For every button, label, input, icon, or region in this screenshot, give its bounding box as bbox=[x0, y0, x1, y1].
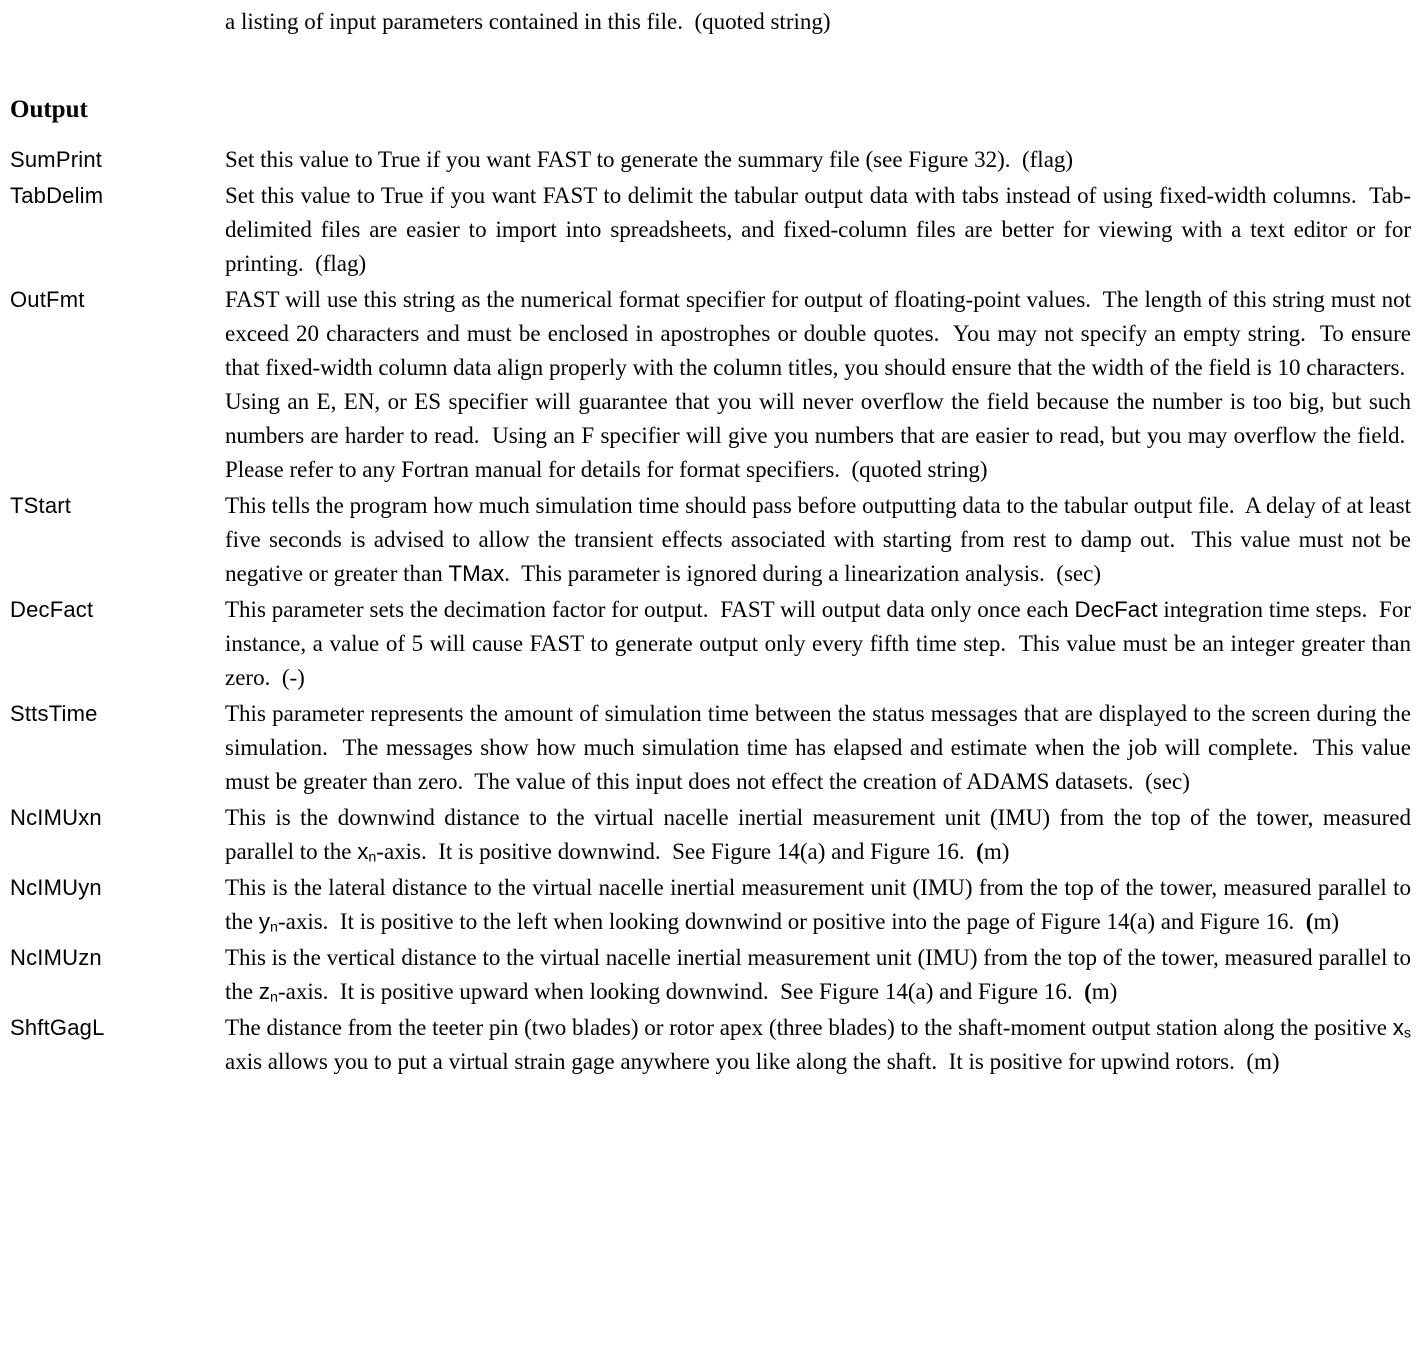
parameter-name: TStart bbox=[10, 493, 72, 518]
parameter-entry bbox=[10, 179, 1411, 281]
text-run: axis allows you to put a virtual strain gage anywhere you like along the shaft. It is positive for upwind rotors. (m) bbox=[225, 1049, 1280, 1074]
parameter-description bbox=[225, 941, 1411, 1009]
inline-parameter-token: z bbox=[258, 979, 271, 1004]
parameter-description bbox=[225, 143, 1411, 177]
parameter-description bbox=[225, 871, 1411, 939]
inline-parameter-token: x bbox=[357, 839, 369, 864]
parameter-entry bbox=[10, 801, 1411, 869]
parameter-name: NcIMUzn bbox=[10, 945, 102, 970]
parameter-description bbox=[225, 801, 1411, 869]
text-run: This is the lateral distance to the virtual nacelle inertial measurement unit (IMU) from the top of the tower, measured parallel to the bbox=[225, 875, 1411, 934]
text-run: m) bbox=[983, 839, 1010, 864]
parameter-entry bbox=[10, 283, 1411, 487]
text-run: integration time steps. For instance, a value of 5 will cause FAST to generate output only every fifth time step. This value must be an integer greater than zero. (-) bbox=[225, 597, 1411, 690]
text-run: m) bbox=[1313, 909, 1339, 934]
text-run: a listing of input parameters contained in this file. (quoted string) bbox=[225, 9, 831, 34]
parameter-name: SumPrint bbox=[10, 147, 103, 172]
parameter-name: OutFmt bbox=[10, 287, 85, 312]
inline-parameter-token: s bbox=[1403, 1025, 1411, 1042]
text-run: . This parameter is ignored during a linearization analysis. (sec) bbox=[504, 561, 1101, 586]
parameter-name: NcIMUxn bbox=[10, 805, 102, 830]
text-run: m) bbox=[1091, 979, 1118, 1004]
text-run: This parameter represents the amount of simulation time between the status messages that are displayed to the screen during the simulation. The messages show how much simulation time has elapsed and estimate when the job will complete. This value must be greater than zero. The value of this input does not effect the creation of ADAMS datasets. (sec) bbox=[225, 701, 1411, 794]
parameter-name: DecFact bbox=[10, 597, 94, 622]
text-run: Set this value to True if you want FAST to delimit the tabular output data with tabs instead of using fixed-width columns. Tab-delimited files are easier to import into spreadsheets, and fixed-column files are better for viewing with a text editor or for printing. (flag) bbox=[225, 183, 1411, 276]
parameter-name: TabDelim bbox=[10, 183, 104, 208]
text-run: The distance from the teeter pin (two blades) or rotor apex (three blades) to the shaft-moment output station along the positive bbox=[225, 1015, 1393, 1040]
parameter-entry bbox=[10, 871, 1411, 939]
parameter-description bbox=[225, 1011, 1411, 1079]
parameter-name: SttsTime bbox=[10, 701, 98, 726]
parameter-name: NcIMUyn bbox=[10, 875, 102, 900]
inline-parameter-token: TMax bbox=[448, 561, 505, 586]
text-run: This is the downwind distance to the virtual nacelle inertial measurement unit (IMU) from the top of the tower, measured parallel to the bbox=[225, 805, 1411, 864]
parameter-entry bbox=[10, 593, 1411, 695]
parameter-entry bbox=[10, 941, 1411, 1009]
section-heading-output: Output bbox=[10, 96, 88, 123]
text-run: This tells the program how much simulation time should pass before outputting data to the tabular output file. A delay of at least five seconds is advised to allow the transient effects associated with starting from rest to damp out. This value must not be negative or greater than bbox=[225, 493, 1411, 586]
parameter-name: ShftGagL bbox=[10, 1015, 105, 1040]
intro-continuation-line bbox=[225, 5, 1411, 39]
text-run: ( bbox=[976, 839, 984, 864]
parameter-description bbox=[225, 283, 1411, 487]
inline-parameter-token: n bbox=[270, 919, 278, 936]
text-run: -axis. It is positive upward when looking downwind. See Figure 14(a) and Figure 16. bbox=[277, 979, 1085, 1004]
parameter-list bbox=[10, 143, 1411, 1079]
inline-parameter-token: n bbox=[368, 849, 377, 866]
text-run: This parameter sets the decimation factor for output. FAST will output data only once each bbox=[225, 597, 1075, 622]
parameter-entry bbox=[10, 1011, 1411, 1079]
parameter-description bbox=[225, 489, 1411, 591]
parameter-description bbox=[225, 593, 1411, 695]
text-run: FAST will use this string as the numerical format specifier for output of floating-point values. The length of this string must not exceed 20 characters and must be enclosed in apostrophes or double quotes. You may not specify an empty string. To ensure that fixed-width column data align properly with the column titles, you should ensure that the width of the field is 10 characters. Using an E, EN, or ES specifier will guarantee that you will never overflow the field because the number is too big, but such numbers are harder to read. Using an F specifier will give you numbers that are easier to read, but you may overflow the field. Please refer to any Fortran manual for details for format specifiers. (quoted string) bbox=[225, 287, 1411, 482]
inline-parameter-token: n bbox=[270, 989, 278, 1006]
inline-parameter-token: x bbox=[1392, 1015, 1404, 1040]
parameter-entry bbox=[10, 143, 1411, 177]
text-run: ( bbox=[1084, 979, 1092, 1004]
text-run: -axis. It is positive downwind. See Figure 14(a) and Figure 16. bbox=[376, 839, 977, 864]
text-run: Set this value to True if you want FAST to generate the summary file (see Figure 32). (flag) bbox=[225, 147, 1074, 172]
inline-parameter-token: DecFact bbox=[1074, 597, 1158, 622]
text-run: ( bbox=[1305, 909, 1314, 934]
text-run: This is the vertical distance to the virtual nacelle inertial measurement unit (IMU) from the top of the tower, measured parallel to the bbox=[225, 945, 1411, 1004]
parameter-description bbox=[225, 697, 1411, 799]
text-run: -axis. It is positive to the left when looking downwind or positive into the page of Figure 14(a) and Figure 16. bbox=[277, 909, 1306, 934]
parameter-description bbox=[225, 179, 1411, 281]
inline-parameter-token: y bbox=[258, 909, 271, 934]
parameter-entry bbox=[10, 489, 1411, 591]
parameter-entry bbox=[10, 697, 1411, 799]
